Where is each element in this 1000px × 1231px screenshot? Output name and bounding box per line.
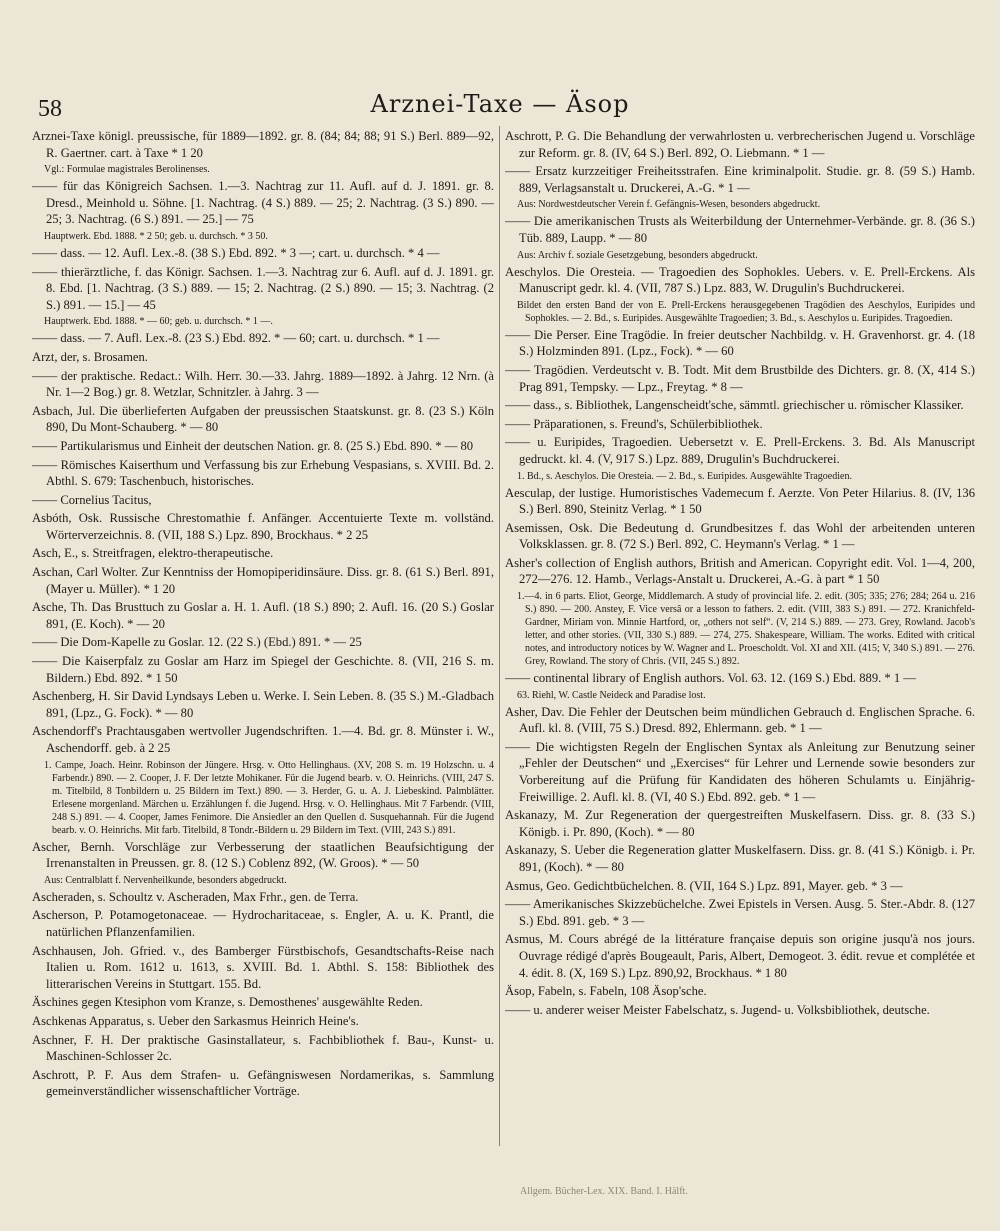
entry-note: 1.—4. in 6 parts. Eliot, George, Middlemarch. A study of provincial life. 2. edit. (305; 335; 276; 284; 264 u. 216 S.) 890. — 200. Anstey, F. Vice versâ or a lesson to fathers. 2. edit. (VIII, 383 S.) 891. — 272. Kranichfeld-Gardner, Miriam von. Minnie Hartford, or, „others not self“. (V, 214 S.) 889. — 273. Grey, Rowland. Jacob's letter, and other stories. (VII, 330 S.) 889. — 274, 275. Shakespeare, William. The works. Edited with critical notes, and introductory notices by W. Wagner and L. Proescholdt. Vol. XI and XII. (415; V, 340 S.) 891. — 276. Grey, Rowland. The story of Chris. (VII, 245 S.) 892. — [517, 591, 975, 668]
catalog-entry: —— Römisches Kaiserthum und Verfassung bis zur Erhebung Vespasians, s. XVIII. Bd. 2. Abthl. S. 679: Taschenbuch, historisches. — [32, 457, 494, 489]
catalog-entry: Aschendorff's Prachtausgaben wertvoller Jugendschriften. 1.—4. Bd. gr. 8. Münster i. W., Aschendorff. geb. à 2 25 — [32, 724, 494, 755]
catalog-entry: —— continental library of English authors. Vol. 63. 12. (169 S.) Ebd. 889. * 1 — — [505, 671, 916, 686]
catalog-entry: Asmus, M. Cours abrégé de la littérature française depuis son origine jusqu'à nos jours. Ouvrage rédigé d'après Bougeault, Paris, Albert, Demogeot. 3. édit. revue et complétée et 4. édit. 8. (X, 169 S.) Lpz. 890,92, Brockhaus. * 1 80 — [505, 932, 975, 980]
catalog-entry: Asher's collection of English authors, British and American. Copyright edit. Vol. 1—4, 200, 272—276. 12. Hamb., Verlags-Anstalt u. Druckerei, A.-G. à part * 1 50 — [505, 555, 975, 587]
page-number: 58 — [38, 96, 62, 122]
catalog-entry: Äschines gegen Ktesiphon vom Kranze, s. Demosthenes' ausgewählte Reden. — [32, 995, 423, 1010]
entry-note: Bildet den ersten Band der von E. Prell-Erckens herausgegebenen Tragödien des Aeschylos, Euripides und Sophokles. — 2. Bd., s. Euripides. Ausgewählte Tragoedien; 3. Bd., s. Aeschylos u. Euripides. Tragoedien. — [517, 299, 975, 324]
catalog-entry: Aesculap, der lustige. Humoristisches Vademecum f. Aerzte. Von Peter Hilarius. 8. (IV, 136 S.) Berl. 890, Steinitz Verlag. * 1 50 — [505, 485, 975, 517]
catalog-entry: Asher, Dav. Die Fehler der Deutschen beim mündlichen Gebrauch d. Englischen Sprache. 6. Aufl. kl. 8. (VIII, 75 S.) Dresd. 892, Ehlermann. geb. * 1 — — [505, 704, 975, 736]
catalog-entry: —— Präparationen, s. Freund's, Schülerbibliothek. — [505, 416, 763, 431]
catalog-entry: Aschrott, P. G. Die Behandlung der verwahrlosten u. verbrecherischen Jugend u. Vorschläge zur Reform. gr. 8. (IV, 64 S.) Berl. 892, O. Liebmann. * 1 — — [505, 129, 975, 160]
catalog-entry: Asbóth, Osk. Russische Chrestomathie f. Anfänger. Accentuierte Texte m. vollständ. Wörterverzeichnis. 8. (VII, 188 S.) Lpz. 890, Brockhaus. * 2 25 — [32, 511, 494, 542]
catalog-entry: —— thierärztliche, f. das Königr. Sachsen. 1.—3. Nachtrag zur 6. Aufl. auf d. J. 1891. gr. 8. Ebd. [1. Nachtrag. (3 S.) 889. — 15; 2. Nachtrag. (2 S.) 890. — 15; 3. Nachtrag. (2 S.) 891. — 15.] — 45 — [32, 264, 494, 312]
catalog-entry: —— Die Dom-Kapelle zu Goslar. 12. (22 S.) (Ebd.) 891. * — 25 — [32, 635, 362, 650]
catalog-entry: Äsop, Fabeln, s. Fabeln, 108 Äsop'sche. — [505, 984, 707, 999]
catalog-entry: —— u. Euripides, Tragoedien. Uebersetzt v. E. Prell-Erckens. 3. Bd. Als Manuscript gedruckt. kl. 4. (V, 917 S.) Lpz. 889, Drugulin's Buchdruckerei. — [505, 435, 975, 466]
catalog-entry: —— Tragödien. Verdeutscht v. B. Todt. Mit dem Brustbilde des Dichters. gr. 8. (X, 414 S.) Prag 891, Tempsky. — Lpz., Freytag. * 8 — — [505, 362, 975, 394]
catalog-entry: Askanazy, S. Ueber die Regeneration glatter Muskelfasern. Diss. gr. 8. (41 S.) Königb. i. Pr. 891, (Koch). * — 80 — [505, 843, 975, 874]
catalog-entry: Ascher, Bernh. Vorschläge zur Verbesserung der staatlichen Beaufsichtigung der Irrenanstalten in Preussen. gr. 8. (12 S.) Coblenz 892, (W. Groos). * — 50 — [32, 839, 494, 871]
catalog-entry: Askanazy, M. Zur Regeneration der quergestreiften Muskelfasern. Diss. gr. 8. (33 S.) Königb. i. Pr. 890, (Koch). * — 80 — [505, 808, 975, 839]
catalog-entry: —— dass. — 7. Aufl. Lex.-8. (23 S.) Ebd. 892. * — 60; cart. u. durchsch. * 1 — — [32, 331, 440, 346]
catalog-entry: Ascheraden, s. Schoultz v. Ascheraden, Max Frhr., gen. de Terra. — [32, 889, 359, 904]
catalog-entry: Asmus, Geo. Gedichtbüchelchen. 8. (VII, 164 S.) Lpz. 891, Mayer. geb. * 3 — — [505, 878, 903, 893]
catalog-entry: —— der praktische. Redact.: Wilh. Herr. 30.—33. Jahrg. 1889—1892. à Jahrg. 12 Nrn. (à Nr. 1—2 Bog.) gr. 8. Wetzlar, Schnitzler. à Jahrg. 3 — — [32, 368, 494, 400]
catalog-entry: Aschenberg, H. Sir David Lyndsays Leben u. Werke. I. Sein Leben. 8. (35 S.) M.-Gladbach 891, (Lpz., G. Fock). * — 80 — [32, 689, 494, 720]
entry-note: Aus: Nordwestdeutscher Verein f. Gefängnis-Wesen, besonders abgedruckt. — [517, 199, 821, 211]
catalog-entry: Asch, E., s. Streitfragen, elektro-therapeutische. — [32, 546, 274, 561]
entry-note: 63. Riehl, W. Castle Neideck and Paradise lost. — [517, 689, 706, 701]
catalog-entry: Asche, Th. Das Brusttuch zu Goslar a. H. 1. Aufl. (18 S.) 890; 2. Aufl. 16. (20 S.) Goslar 891, (E. Koch). * — 20 — [32, 600, 494, 631]
column-divider — [499, 126, 500, 1146]
catalog-entry: —— Ersatz kurzzeitiger Freiheitsstrafen. Eine kriminalpolit. Studie. gr. 8. (59 S.) Hamb. 889, Verlagsanstalt u. Druckerei, A.-G. * 1 — — [505, 164, 975, 195]
catalog-entry: Asbach, Jul. Die überlieferten Aufgaben der preussischen Staatskunst. gr. 8. (23 S.) Köln 890, Du Mont-Schauberg. * — 80 — [32, 403, 494, 435]
right-column — [505, 128, 975, 1178]
entry-note: Vgl.: Formulae magistrales Berolinenses. — [44, 164, 210, 176]
running-head: Arznei-Taxe — Äsop — [370, 90, 630, 118]
catalog-entry: —— Die wichtigsten Regeln der Englischen Syntax als Anleitung zur Benutzung seiner „Fehler der Deutschen“ und „Exercises“ für Lehrer und Lernende sowie besonders zur Vorbereitung auf die Prüfung für Kandidaten des höheren Schulamts u. Einjährig-Freiwillige. 2. Aufl. kl. 8. (VI, 40 S.) Ebd. 892. geb. * 1 — — [505, 739, 975, 804]
entry-note: 1. Campe, Joach. Heinr. Robinson der Jüngere. Hrsg. v. Otto Hellinghaus. (XV, 208 S. m. 19 Holzschn. u. 4 Farbendr.) 890. — 2. Cooper, J. F. Der letzte Mohikaner. Für die Jugend bearb. v. O. Heinrichs. (VIII, 247 S. m. Titelbild, 8 Tonbildern u. 25 Bildern im Text.) 890. — 3. Herder, G. u. A. J. Liebeskind. Palmblätter. Erlesene morgenland. Märchen u. Erzählungen f. die Jugend. Hrsg. v. O. Hellinghaus. Mit 7 Farbendr. (VIII, 248 S.) 891. — 4. Cooper, James Fenimore. Die Ansiedler an den Quellen d. Susquehannah. Für die Jugend bearb. v. O. Heinrichs. Mit farb. Titelbild, 8 Tondr.-Bildern u. 29 Bildern im Text. (VIII, 243 S.) 891. — [44, 759, 494, 836]
left-column — [32, 128, 494, 1178]
entry-note: Aus: Centralblatt f. Nervenheilkunde, besonders abgedruckt. — [44, 874, 287, 886]
catalog-entry: Aeschylos. Die Oresteia. — Tragoedien des Sophokles. Uebers. v. E. Prell-Erckens. Als Manuscript gedr. kl. 4. (VII, 787 S.) Lpz. 883, W. Drugulin's Buchdruckerei. — [505, 264, 975, 296]
catalog-entry: Asemissen, Osk. Die Bedeutung d. Grundbesitzes f. das Wohl der arbeitenden unteren Volksklassen. gr. 8. (72 S.) Berl. 892, C. Heymann's Verlag. * 1 — — [505, 520, 975, 552]
catalog-entry: Aschrott, P. F. Aus dem Strafen- u. Gefängniswesen Nordamerikas, s. Sammlung gemeinverständlicher wissenschaftlicher Vorträge. — [32, 1067, 494, 1099]
catalog-entry: —— u. anderer weiser Meister Fabelschatz, s. Jugend- u. Volksbibliothek, deutsche. — [505, 1002, 930, 1017]
footer-signature-line: Allgem. Bücher-Lex. XIX. Band. I. Hälft. — [520, 1186, 688, 1197]
catalog-entry: —— für das Königreich Sachsen. 1.—3. Nachtrag zur 11. Aufl. auf d. J. 1891. gr. 8. Dresd., Meinhold u. Söhne. [1. Nachtrag. (4 S.) 889. — 25; 2. Nachtrag. (3 S.) 890. — 25; 3. Nachtrag. (6 S.) 891. — 25.] — 75 — [32, 179, 494, 227]
catalog-entry: Aschhausen, Joh. Gfried. v., des Bamberger Fürstbischofs, Gesandtschafts-Reise nach Italien u. Rom. 1612 u. 1613, s. XVIII. Bd. 1. Abthl. S. 158: Bibliothek des litterarischen Vereins in Stuttgart. 155. Bd. — [32, 943, 494, 991]
catalog-entry: Aschan, Carl Wolter. Zur Kenntniss der Homopiperidinsäure. Diss. gr. 8. (61 S.) Berl. 891, (Mayer u. Müller). * 1 20 — [32, 565, 494, 596]
catalog-entry: —— Die Perser. Eine Tragödie. In freier deutscher Nachbildg. v. H. Gravenhorst. gr. 4. (18 S.) Holzminden 891. (Lpz., Fock). * — 60 — [505, 327, 975, 359]
catalog-entry: —— dass., s. Bibliothek, Langenscheidt'sche, sämmtl. griechischer u. römischer Klassiker. — [505, 398, 964, 413]
catalog-entry: —— Partikularismus und Einheit der deutschen Nation. gr. 8. (25 S.) Ebd. 890. * — 80 — [32, 438, 474, 453]
entry-note: 1. Bd., s. Aeschylos. Die Oresteia. — 2. Bd., s. Euripides. Ausgewählte Tragoedien. — [517, 470, 852, 482]
catalog-entry: —— dass. — 12. Aufl. Lex.-8. (38 S.) Ebd. 892. * 3 —; cart. u. durchsch. * 4 — — [32, 245, 440, 260]
entry-note: Hauptwerk. Ebd. 1888. * 2 50; geb. u. durchsch. * 3 50. — [44, 230, 268, 242]
catalog-entry: —— Amerikanisches Skizzebüchelche. Zwei Epistels in Versen. Ausg. 5. Ster.-Abdr. 8. (127 S.) Ebd. 891. geb. * 3 — — [505, 897, 975, 928]
catalog-entry: Arzt, der, s. Brosamen. — [32, 349, 148, 364]
catalog-entry: Ascherson, P. Potamogetonaceae. — Hydrocharitaceae, s. Engler, A. u. K. Prantl, die natürlichen Pflanzenfamilien. — [32, 908, 494, 939]
catalog-entry: —— Cornelius Tacitus, — [32, 492, 152, 507]
catalog-entry: Aschner, F. H. Der praktische Gasinstallateur, s. Fachbibliothek f. Bau-, Kunst- u. Maschinen-Schlosser 2c. — [32, 1032, 494, 1064]
catalog-entry: Aschkenas Apparatus, s. Ueber den Sarkasmus Heinrich Heine's. — [32, 1013, 359, 1028]
entry-note: Hauptwerk. Ebd. 1888. * — 60; geb. u. durchsch. * 1 —. — [44, 316, 273, 328]
catalog-entry: —— Die amerikanischen Trusts als Weiterbildung der Unternehmer-Verbände. gr. 8. (36 S.) Tüb. 889, Laupp. * — 80 — [505, 214, 975, 245]
entry-note: Aus: Archiv f. soziale Gesetzgebung, besonders abgedruckt. — [517, 249, 758, 261]
catalog-entry: Arznei-Taxe königl. preussische, für 1889—1892. gr. 8. (84; 84; 88; 91 S.) Berl. 889—92, R. Gaertner. cart. à Taxe * 1 20 — [32, 129, 494, 160]
catalog-entry: —— Die Kaiserpfalz zu Goslar am Harz im Spiegel der Geschichte. 8. (VII, 216 S. m. Bildern.) Ebd. 892. * 1 50 — [32, 654, 494, 685]
